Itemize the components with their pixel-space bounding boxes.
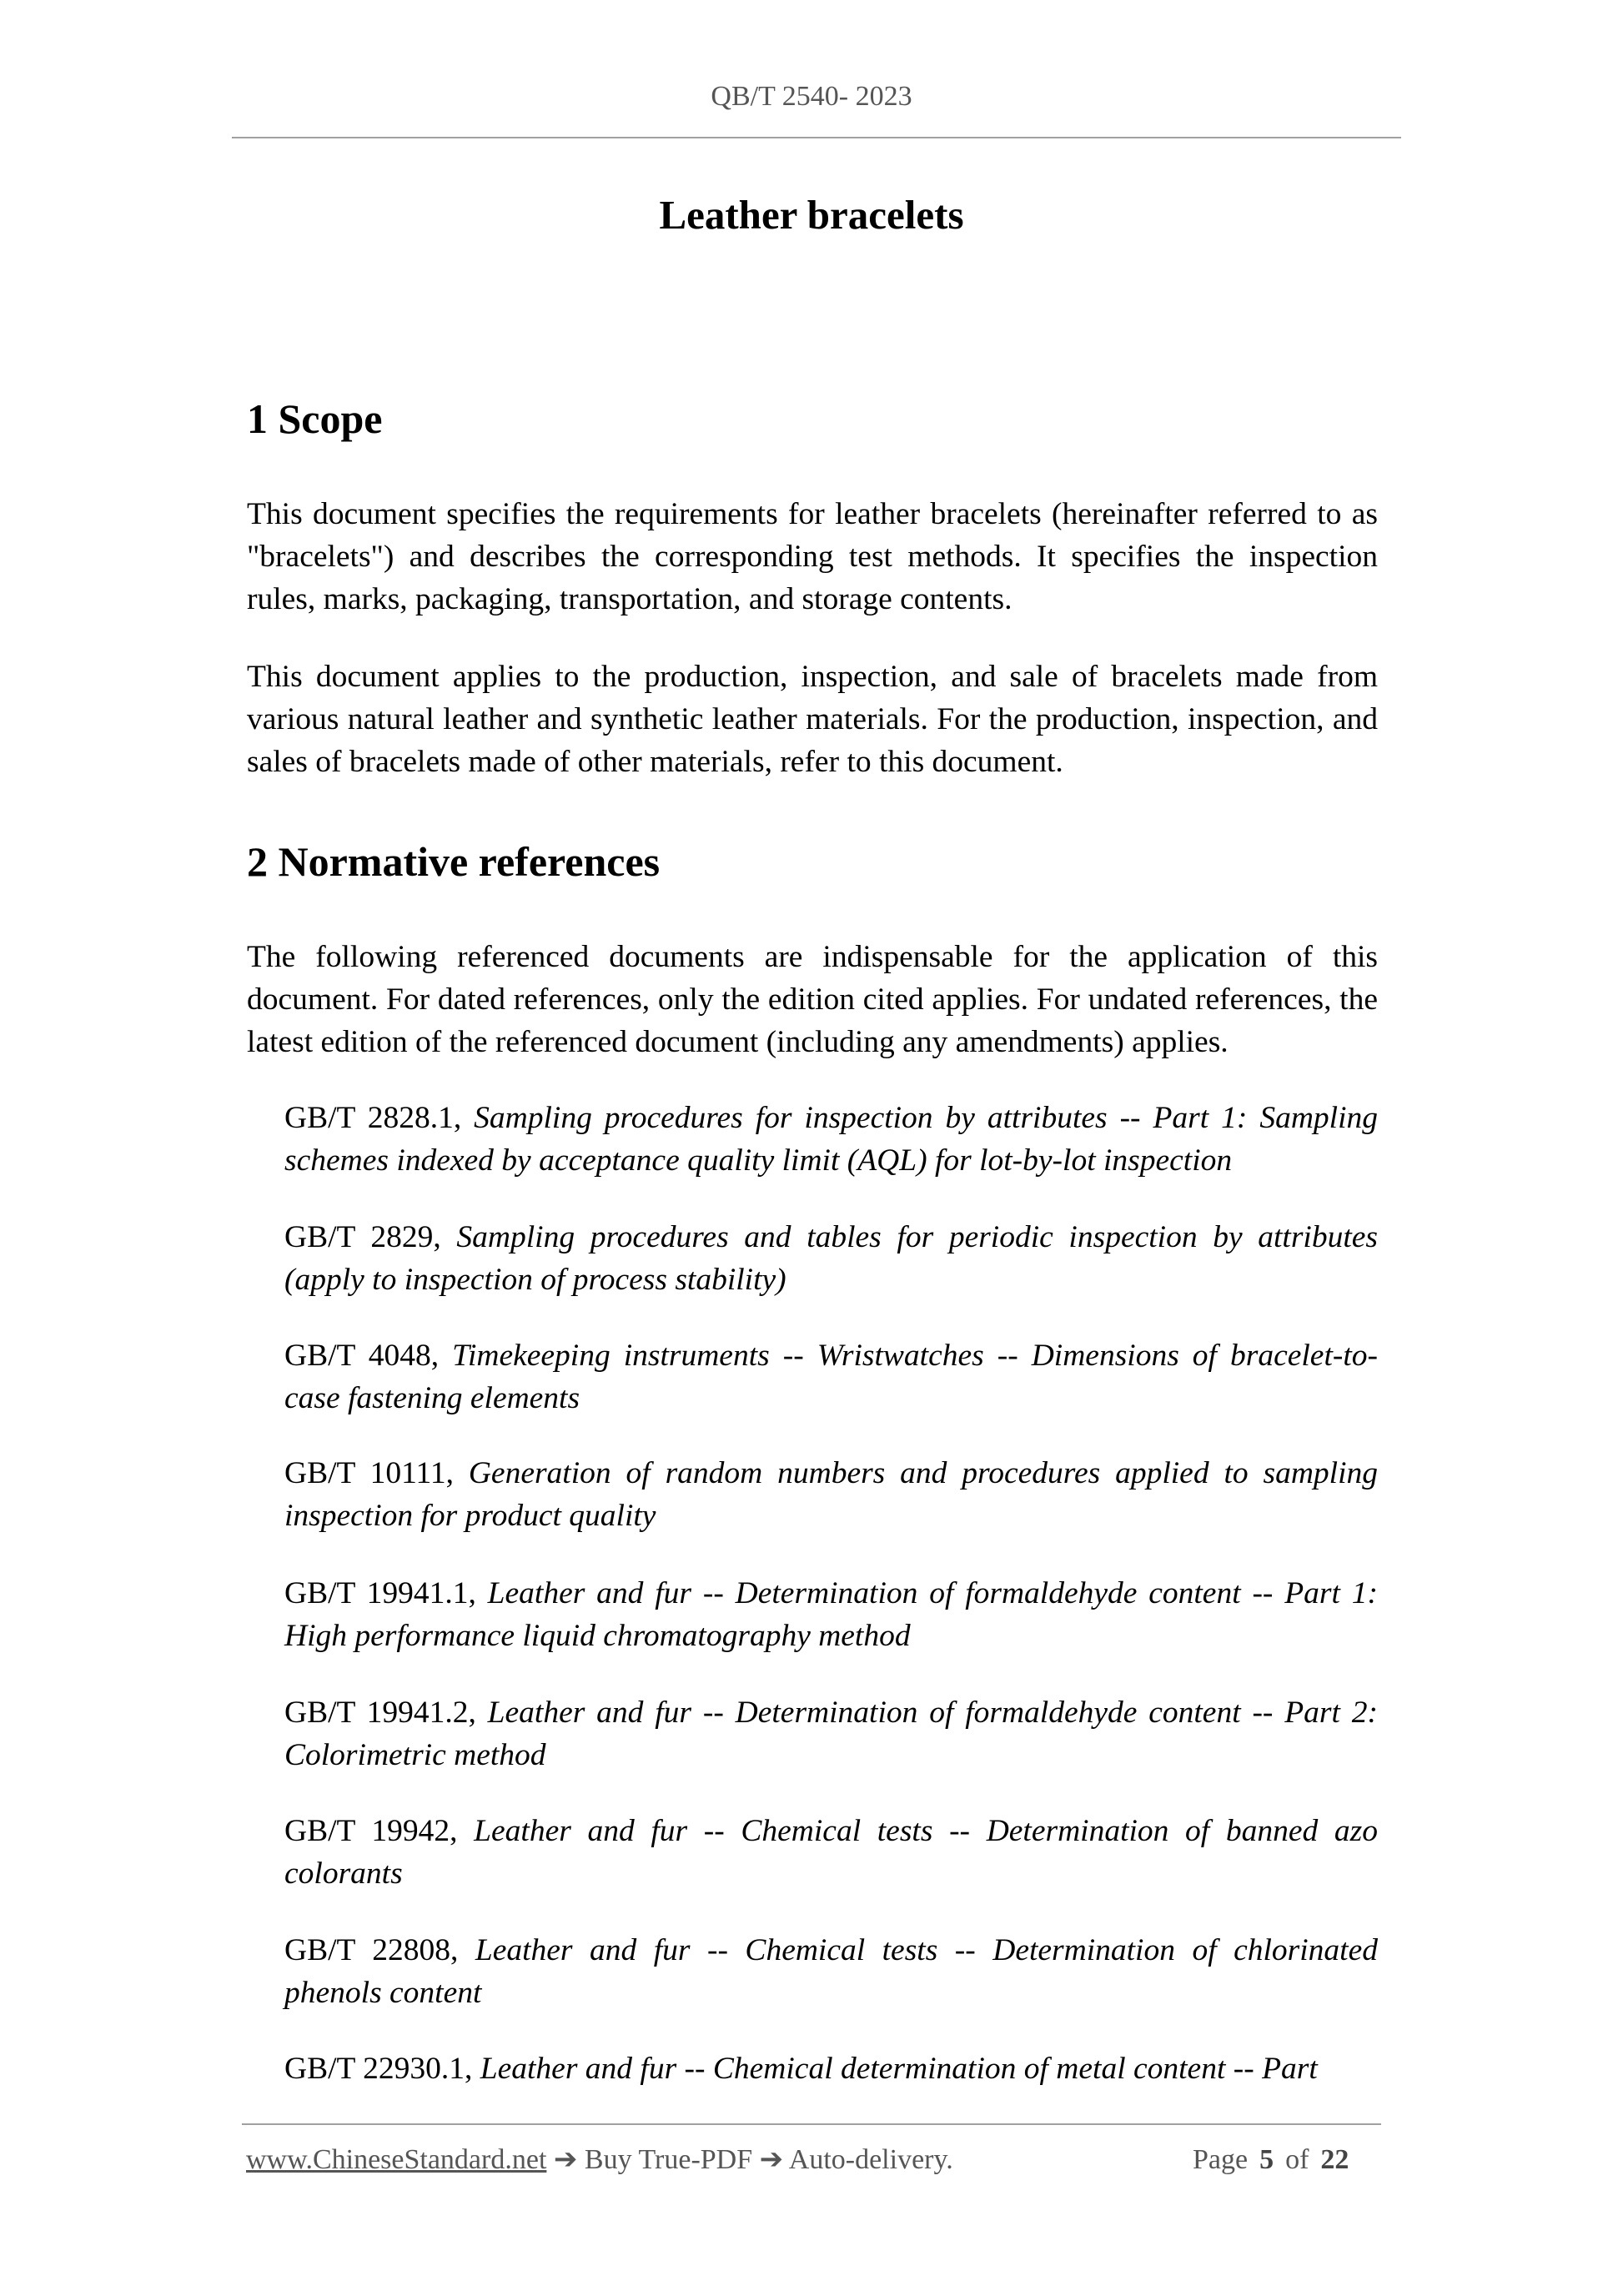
reference-item	[284, 1334, 1378, 1419]
reference-item	[284, 1810, 1378, 1895]
reference-item	[284, 1929, 1378, 2014]
reference-title: Sampling procedures for inspection by attributes -- Part 1: Sampling schemes indexed by acceptance quality limit (AQL) for lot-by-lot inspection	[284, 1101, 1379, 1178]
buy-true-pdf-text: Buy True-PDF	[584, 2144, 753, 2175]
reference-item	[284, 1572, 1378, 1657]
reference-title: Leather and fur -- Chemical tests -- Determination of banned azo colorants	[284, 1814, 1379, 1891]
reference-code: GB/T 19941.1,	[284, 1576, 476, 1610]
footer-rule	[242, 2123, 1381, 2125]
reference-code: GB/T 19942,	[284, 1814, 458, 1848]
reference-code: GB/T 22808,	[284, 1933, 459, 1967]
section-heading-normative-references: 2 Normative references	[247, 838, 661, 885]
reference-code: GB/T 10111,	[284, 1456, 454, 1490]
page-header	[0, 80, 1623, 113]
arrow-right-icon: ➔	[553, 2144, 578, 2175]
reference-item	[284, 1691, 1378, 1776]
section-heading-scope: 1 Scope	[247, 395, 383, 442]
reference-code: GB/T 4048,	[284, 1339, 440, 1373]
standard-code: QB/T 2540- 2023	[711, 81, 912, 112]
reference-title: Leather and fur -- Chemical determination of metal content -- Part	[480, 2052, 1318, 2086]
reference-title: Leather and fur -- Determination of formaldehyde content -- Part 2: Colorimetric method	[284, 1696, 1378, 1772]
reference-item	[284, 1097, 1378, 1182]
reference-code: GB/T 2828.1,	[284, 1101, 462, 1135]
reference-code: GB/T 19941.2,	[284, 1696, 476, 1730]
page-of-label: of	[1285, 2144, 1309, 2175]
footer-left	[246, 2142, 953, 2178]
reference-code: GB/T 2829,	[284, 1220, 441, 1254]
reference-item	[284, 2047, 1378, 2090]
normative-intro-paragraph: The following referenced documents are indispensable for the application of this document. For dated references, only the edition cited applies. For undated references, the latest edition of the referenced document (including any amendments) applies.	[247, 940, 1378, 1059]
header-rule	[232, 137, 1401, 138]
scope-paragraph-1: This document specifies the requirements for leather bracelets (hereinafter referred to as "bracelets") and describes the corresponding test methods. It specifies the inspection rules, marks, packaging, transportation, and storage contents.	[247, 497, 1378, 616]
page-number	[1193, 2142, 1349, 2178]
page-label: Page	[1193, 2144, 1249, 2175]
reference-item	[284, 1216, 1378, 1301]
current-page: 5	[1259, 2144, 1274, 2175]
chinesestandard-link[interactable]: www.ChineseStandard.net	[246, 2144, 547, 2175]
arrow-right-icon: ➔	[759, 2144, 784, 2175]
scope-paragraph-2: This document applies to the production, inspection, and sale of bracelets made from various natural leather and synthetic leather materials. For the production, inspection, and sales of bracelets made of other materials, refer to this document.	[247, 660, 1378, 779]
document-title: Leather bracelets	[659, 192, 964, 238]
reference-title: Leather and fur -- Chemical tests -- Determination of chlorinated phenols content	[284, 1933, 1378, 2010]
reference-code: GB/T 22930.1,	[284, 2052, 473, 2086]
reference-title: Timekeeping instruments -- Wristwatches -- Dimensions of bracelet-to-case fastening elements	[284, 1339, 1379, 1415]
reference-item	[284, 1452, 1378, 1537]
total-pages: 22	[1320, 2144, 1349, 2175]
reference-title: Generation of random numbers and procedures applied to sampling inspection for product quality	[284, 1456, 1378, 1533]
reference-title: Sampling procedures and tables for periodic inspection by attributes (apply to inspection of process stability)	[284, 1220, 1379, 1297]
auto-delivery-text: Auto-delivery.	[788, 2144, 953, 2175]
reference-title: Leather and fur -- Determination of formaldehyde content -- Part 1: High performance liquid chromatography method	[284, 1576, 1378, 1653]
